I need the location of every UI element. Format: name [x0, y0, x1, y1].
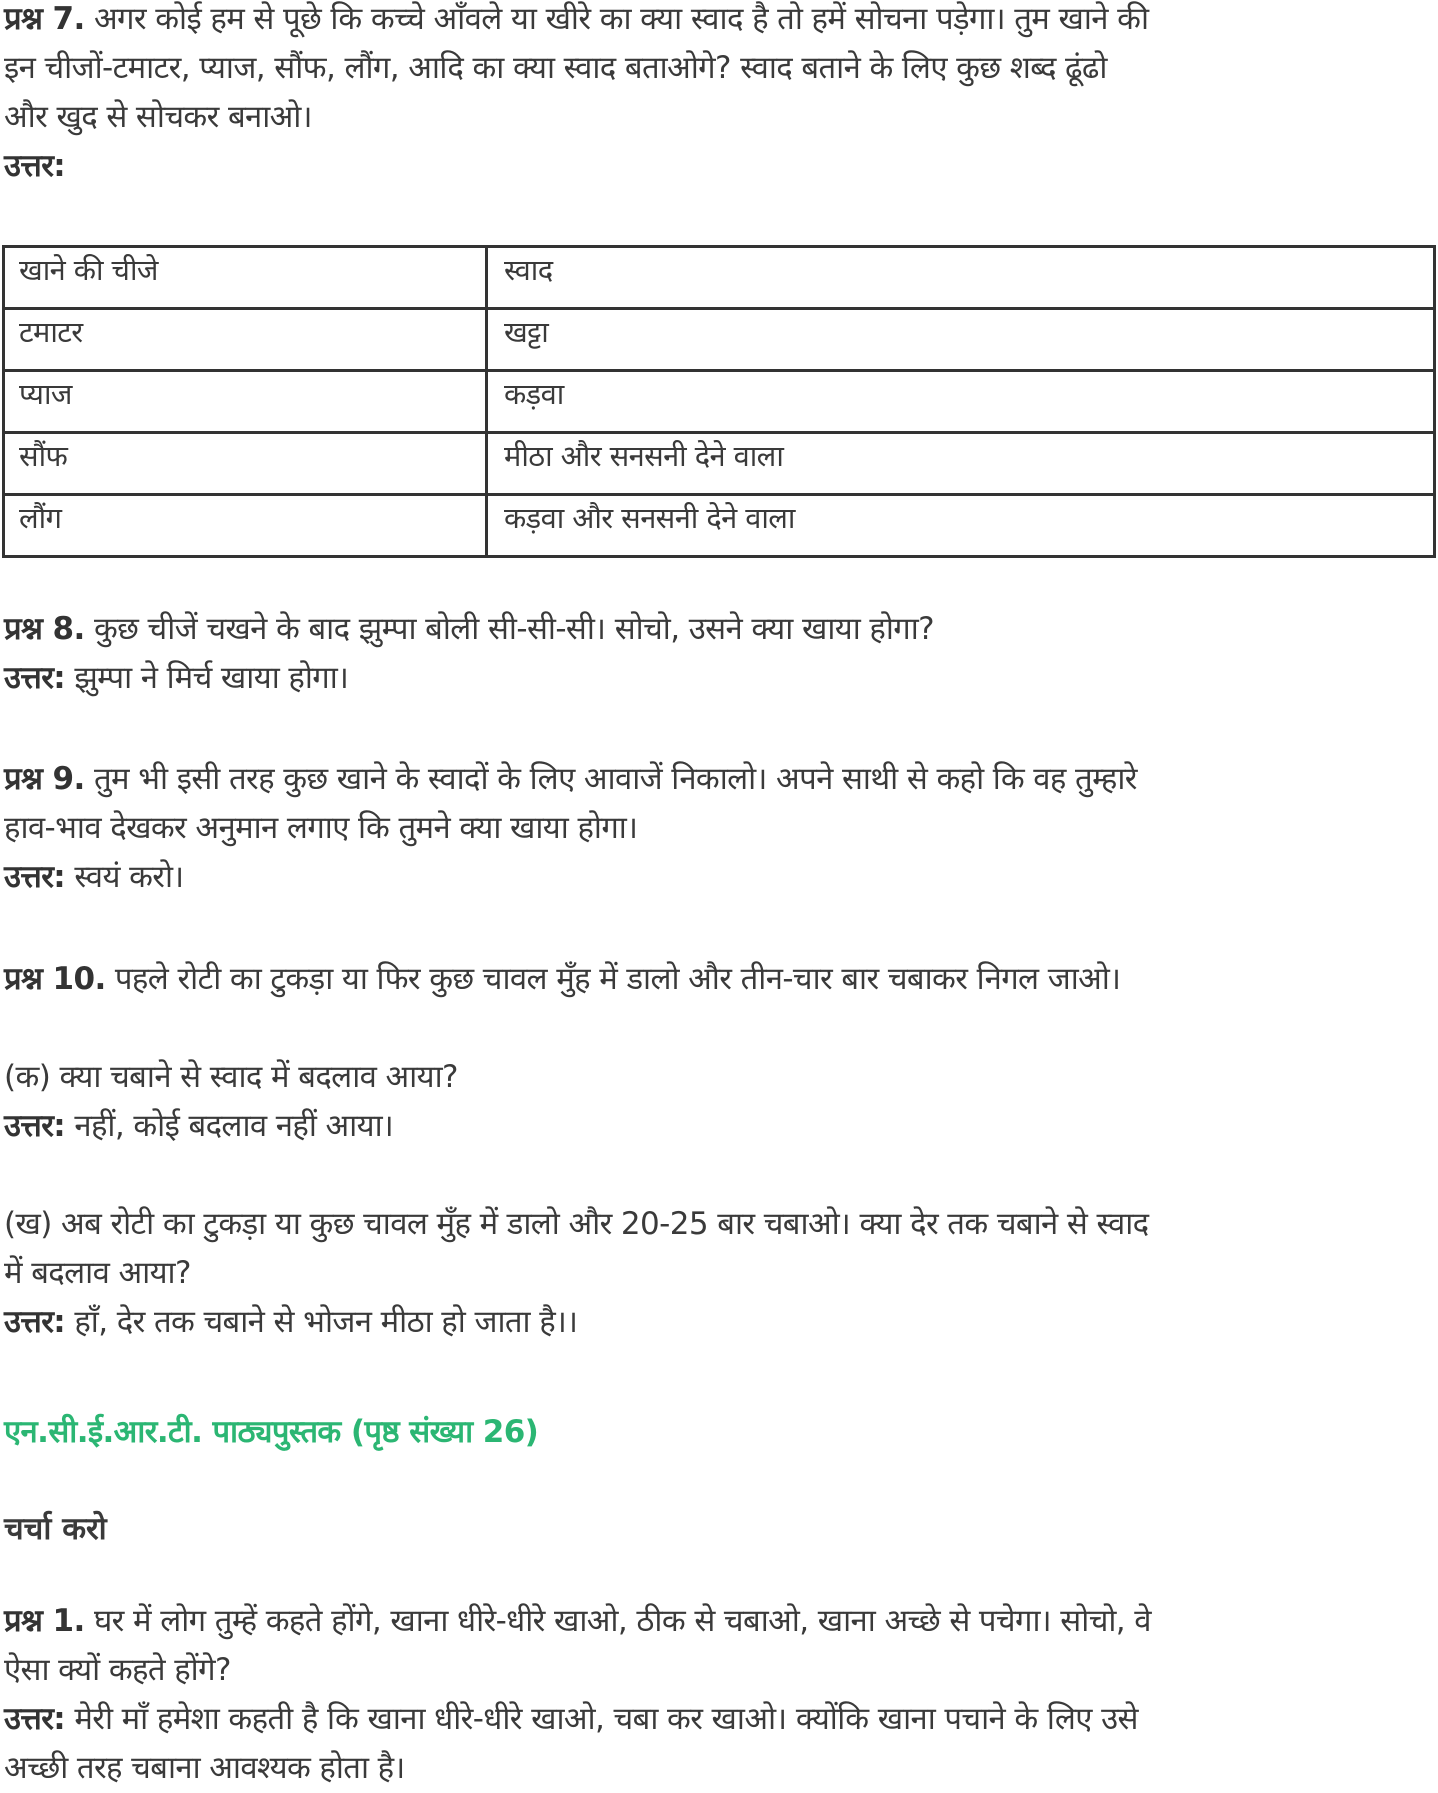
question-9-line-2: हाव-भाव देखकर अनुमान लगाए कि तुमने क्या खाया होगा।	[4, 810, 638, 846]
table-cell-taste: कड़वा	[487, 371, 1435, 433]
question-7-line-2: इन चीजों-टमाटर, प्याज, सौंफ, लौंग, आदि का क्या स्वाद बताओगे? स्वाद बताने के लिए कुछ शब्द ढूंढो	[4, 50, 1107, 86]
table-row	[4, 309, 1435, 371]
table-row	[4, 433, 1435, 495]
question-7	[4, 0, 1148, 191]
question-9-answer: उत्तर: स्वयं करो।	[4, 859, 184, 895]
question-7-line-3: और खुद से सोचकर बनाओ।	[4, 99, 312, 135]
table-header-row	[4, 247, 1435, 309]
question-7-label: प्रश्न 7.	[4, 1, 85, 37]
question-8	[4, 605, 934, 703]
part-a-answer: उत्तर: नहीं, कोई बदलाव नहीं आया।	[4, 1108, 394, 1144]
part-b-question-line-2: में बदलाव आया?	[4, 1255, 191, 1291]
section-heading: एन.सी.ई.आर.टी. पाठ्यपुस्तक (पृष्ठ संख्या 26)	[4, 1414, 539, 1450]
question-9-answer-label: उत्तर:	[4, 859, 66, 895]
question-7-line-1: प्रश्न 7. अगर कोई हम से पूछे कि कच्चे आँवले या खीरे का क्या स्वाद है तो हमें सोचना पड़ेगा। तुम खाने की	[4, 1, 1149, 37]
table-cell-taste: कड़वा और सनसनी देने वाला	[487, 495, 1435, 557]
question-10	[4, 955, 1120, 1004]
question-10-part-a	[4, 1053, 458, 1151]
discussion-question-1-line-1: प्रश्न 1. घर में लोग तुम्हें कहते होंगे, खाना धीरे-धीरे खाओ, ठीक से चबाओ, खाना अच्छे से पचेगा। सोचो, वे	[4, 1603, 1151, 1639]
table-row	[4, 495, 1435, 557]
discussion-question-1	[4, 1597, 1151, 1793]
question-9	[4, 755, 1137, 902]
table-cell-food: प्याज	[4, 371, 487, 433]
taste-table	[2, 245, 1436, 558]
question-10-part-b	[4, 1200, 1149, 1347]
discussion-question-1-label: प्रश्न 1.	[4, 1603, 85, 1639]
part-a-answer-label: उत्तर:	[4, 1108, 66, 1144]
question-9-label: प्रश्न 9.	[4, 761, 85, 797]
question-8-text: प्रश्न 8. कुछ चीजें चखने के बाद झुम्पा बोली सी-सी-सी। सोचो, उसने क्या खाया होगा?	[4, 611, 935, 647]
part-b-question-line-1: (ख) अब रोटी का टुकड़ा या कुछ चावल मुँह में डालो और 20-25 बार चबाओ। क्या देर तक चबाने से स्वाद	[4, 1206, 1149, 1242]
table-header-food: खाने की चीजे	[4, 247, 487, 309]
part-b-answer-label: उत्तर:	[4, 1304, 66, 1340]
part-b-answer: उत्तर: हाँ, देर तक चबाने से भोजन मीठा हो जाता है।।	[4, 1304, 578, 1340]
question-7-answer-label: उत्तर:	[4, 148, 66, 184]
question-8-label: प्रश्न 8.	[4, 611, 85, 647]
table-header-taste: स्वाद	[487, 247, 1435, 309]
question-9-line-1: प्रश्न 9. तुम भी इसी तरह कुछ खाने के स्वादों के लिए आवाजें निकालो। अपने साथी से कहो कि वह तुम्हारे	[4, 761, 1137, 797]
question-10-text: प्रश्न 10. पहले रोटी का टुकड़ा या फिर कुछ चावल मुँह में डालो और तीन-चार बार चबाकर निगल जाओ।	[4, 961, 1121, 997]
table-cell-food: लौंग	[4, 495, 487, 557]
part-a-question: (क) क्या चबाने से स्वाद में बदलाव आया?	[4, 1059, 458, 1095]
table-cell-food: सौंफ	[4, 433, 487, 495]
question-10-label: प्रश्न 10.	[4, 961, 106, 997]
table-cell-taste: मीठा और सनसनी देने वाला	[487, 433, 1435, 495]
table-row	[4, 371, 1435, 433]
section-subheading: चर्चा करो	[4, 1511, 107, 1547]
table-cell-food: टमाटर	[4, 309, 487, 371]
question-8-answer-label: उत्तर:	[4, 660, 66, 696]
discussion-answer-label: उत्तर:	[4, 1701, 66, 1737]
discussion-question-1-line-2: ऐसा क्यों कहते होंगे?	[4, 1652, 231, 1688]
discussion-answer-line-2: अच्छी तरह चबाना आवश्यक होता है।	[4, 1750, 405, 1786]
question-8-answer: उत्तर: झुम्पा ने मिर्च खाया होगा।	[4, 660, 349, 696]
discussion-answer-line-1: उत्तर: मेरी माँ हमेशा कहती है कि खाना धीरे-धीरे खाओ, चबा कर खाओ। क्योंकि खाना पचाने के लिए उसे	[4, 1701, 1138, 1737]
table-cell-taste: खट्टा	[487, 309, 1435, 371]
